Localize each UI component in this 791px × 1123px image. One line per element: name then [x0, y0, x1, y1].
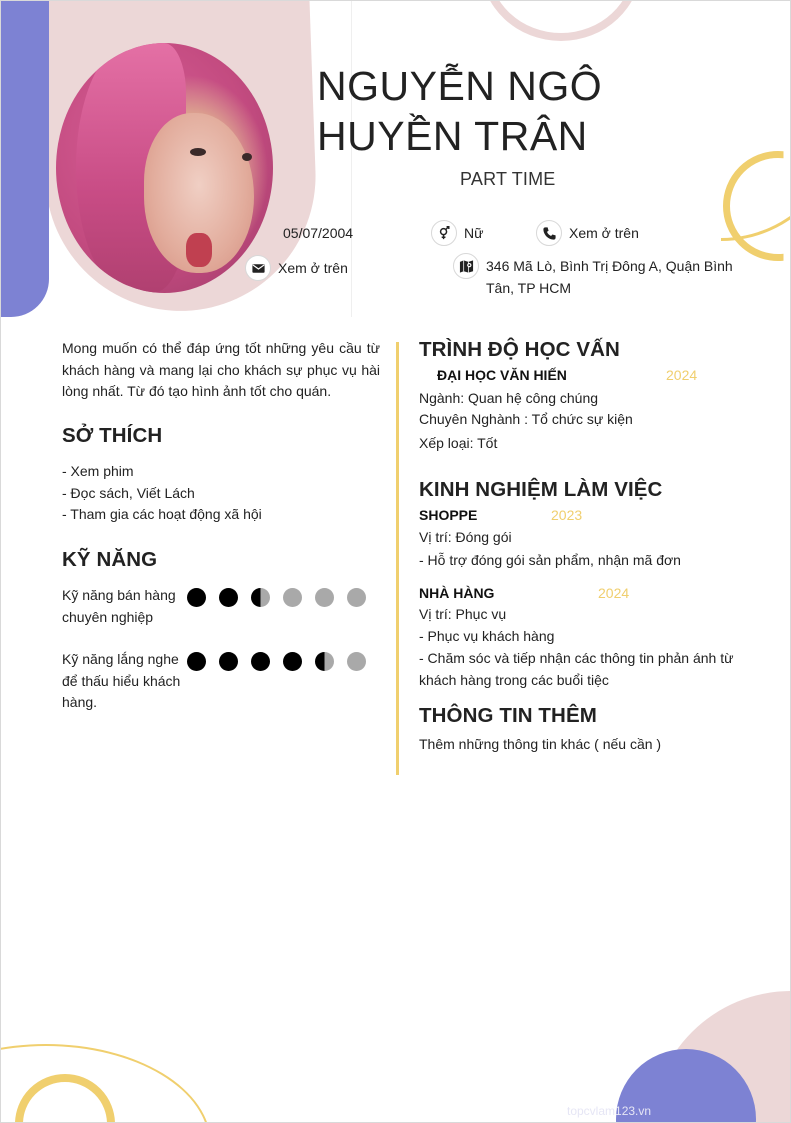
skill-label: Kỹ năng lắng nghe để thấu hiểu khách hàng. [62, 651, 181, 710]
watermark: topcvlam123.vn [567, 1104, 652, 1118]
education-year: 2024 [666, 367, 698, 383]
extra-info-title: THÔNG TIN THÊM [419, 704, 597, 727]
skill-row [62, 649, 366, 714]
hobbies-title: SỞ THÍCH [62, 424, 163, 447]
skill-dot [283, 588, 302, 607]
gender-icon [431, 220, 457, 246]
phone-icon [536, 220, 562, 246]
company-name: NHÀ HÀNG [419, 585, 495, 601]
birthday-value: 05/07/2004 [283, 225, 354, 241]
skill-dot [219, 652, 238, 671]
education-title: TRÌNH ĐỘ HỌC VẤN [419, 338, 620, 361]
job-role: Vị trí: Đóng gói [419, 529, 512, 545]
education-major: Ngành: Quan hệ công chúng [419, 390, 599, 406]
phone-info [536, 222, 639, 246]
education-specialization: Chuyên Nghành : Tổ chức sự kiện [419, 411, 633, 427]
skill-dot [187, 588, 206, 607]
candidate-name: NGUYỄN NGÔ HUYỀN TRÂN [317, 63, 603, 159]
job-task: - Chăm sóc và tiếp nhận các thông tin phản ánh từ khách hàng trong các buổi tiệc [419, 650, 734, 688]
photo-lips [186, 233, 212, 267]
skill-dot [251, 588, 270, 607]
job-task: - Phục vụ khách hàng [419, 628, 555, 644]
list-item: - Đọc sách, Viết Lách [62, 484, 195, 501]
skill-rating [187, 588, 366, 628]
photo-eye [242, 153, 252, 161]
extra-info-text: Thêm những thông tin khác ( nếu cần ) [419, 736, 662, 752]
skill-dot [315, 652, 334, 671]
hobbies-list [62, 461, 262, 526]
skill-dot [347, 588, 366, 607]
skill-dot [315, 588, 334, 607]
address-value: 346 Mã Lò, Bình Trị Đông A, Quận Bình Tân, TP HCM [486, 258, 733, 296]
skill-dot [283, 652, 302, 671]
job-task: - Hỗ trợ đóng gói sản phẩm, nhận mã đơn [419, 552, 681, 568]
job-role: Vị trí: Phục vụ [419, 606, 507, 622]
birthday-info [283, 222, 353, 244]
blue-bar-decoration [1, 1, 49, 317]
email-value: Xem ở trên [278, 260, 348, 276]
list-item: - Xem phim [62, 463, 134, 479]
skill-label: Kỹ năng bán hàng chuyên nghiệp [62, 587, 176, 625]
education-grade: Xếp loại: Tốt [419, 435, 498, 451]
column-divider [396, 342, 399, 775]
photo-eye [190, 148, 206, 156]
gender-value: Nữ [464, 225, 484, 241]
job-year: 2024 [598, 585, 630, 601]
skills-title: KỸ NĂNG [62, 548, 158, 571]
skill-rating [187, 652, 366, 714]
job-year: 2023 [551, 507, 583, 523]
skill-dot [251, 652, 270, 671]
yellow-curve-bottom-decoration [0, 1044, 211, 1123]
gender-info [431, 222, 483, 246]
skill-dot [219, 588, 238, 607]
skill-row [62, 585, 366, 628]
skill-dot [347, 652, 366, 671]
career-objective: Mong muốn có thể đáp ứng tốt những yêu cầu từ khách hàng và mang lại cho khách sự phục vụ hài lòng nhất. Từ đó tạo hình ảnh tốt cho quán. [62, 340, 380, 399]
map-icon [453, 253, 479, 279]
pink-ring-decoration [481, 0, 641, 41]
list-item: - Tham gia các hoạt động xã hội [62, 506, 262, 522]
profile-photo [56, 43, 273, 293]
email-icon [245, 255, 271, 281]
phone-value: Xem ở trên [569, 225, 639, 241]
job-position: PART TIME [460, 169, 556, 189]
experience-title: KINH NGHIỆM LÀM VIỆC [419, 478, 663, 501]
company-name: SHOPPE [419, 507, 478, 523]
skill-dot [187, 652, 206, 671]
address-info [453, 255, 743, 299]
email-info [245, 257, 348, 281]
school-name: ĐẠI HỌC VĂN HIẾN [437, 367, 567, 383]
